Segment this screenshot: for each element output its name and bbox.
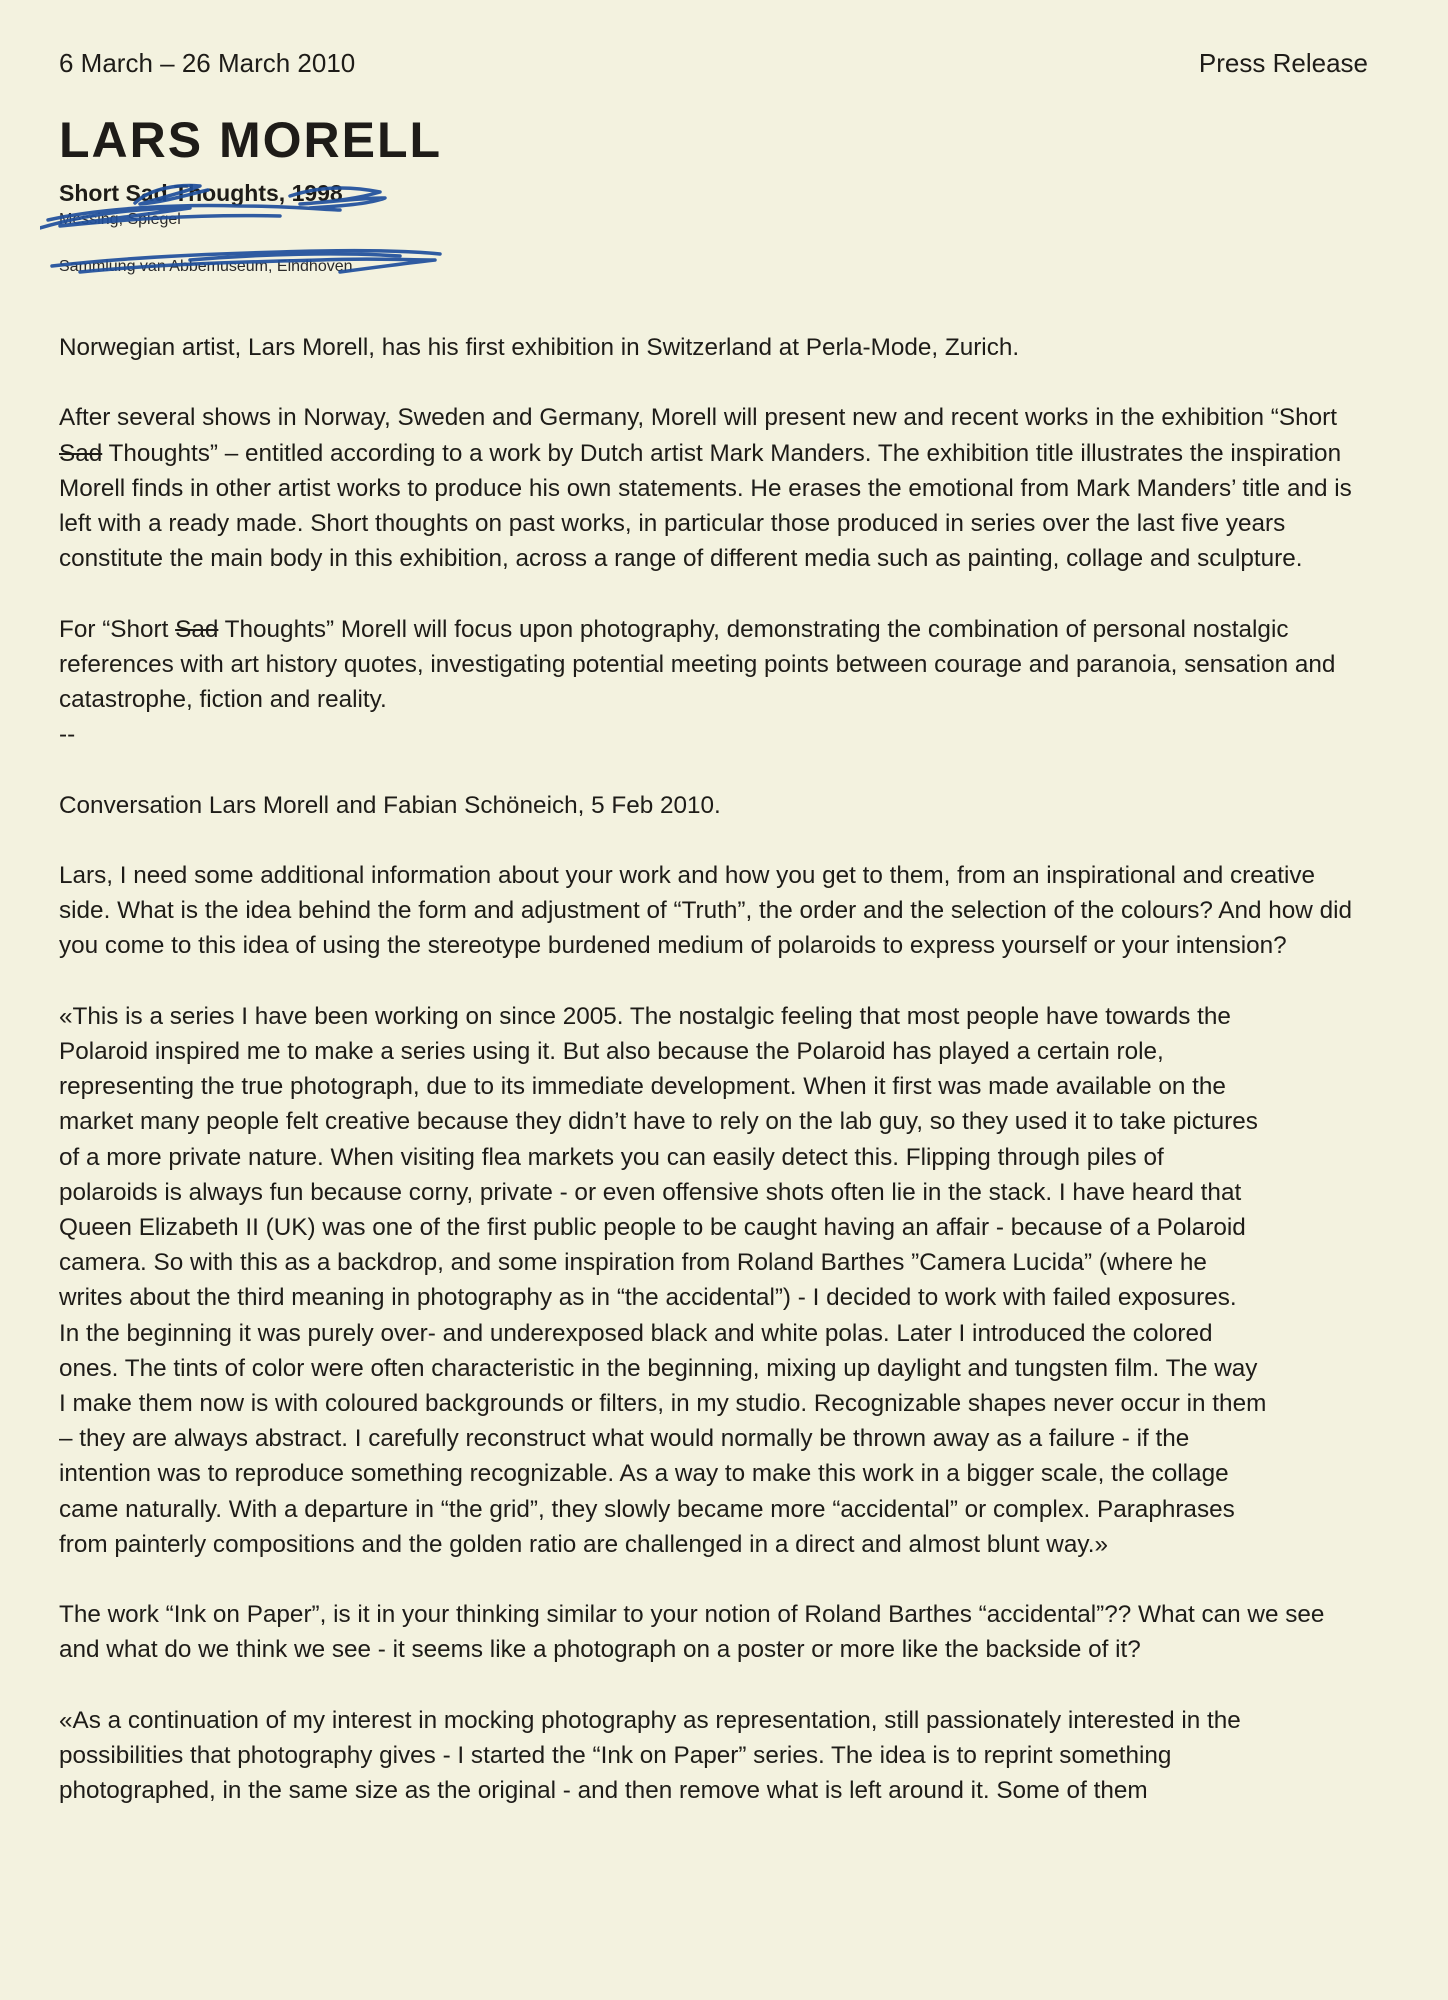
artist-name: LARS MORELL [59,112,443,168]
answer-1a: «This is a series I have been working on since 2005. The nostalgic feeling that most people have towards the Polaroid inspired me to make a series using it. But also because the Polaroid has played a certain role, representing the true photograph, due to its immediate development. When it first was made available on the market many people felt creative because they didn’t have to rely on the lab guy, so they used it to take pictures of a more private nature. When visiting flea markets you can easily detect this. Flipping through piles of polaroids is always fun because corny, private - or even offensive shots often lie in the stack. I have heard that Queen Elizabeth II (UK) was one of the first public people to be caught having an affair - because of a Polaroid camera. So with this as a backdrop, and some inspiration from Roland Barthes ”Camera Lucida” (where he writes about the third meaning in photography as in “the accidental”) - I decided to work with failed exposures. [59,1002,1258,1312]
question-2: The work “Ink on Paper”, is it in your thinking similar to your notion of Roland Barthes “accidental”?? What can we see and what do we think we see - it seems like a photograph on a poster or more like the backside of it? [59,1601,1325,1664]
paragraph-photography: For “Short Sad Thoughts” Morell will focus upon photography, demonstrating the combination of personal nostalgic references with art history quotes, investigating potential meeting points between courage and paranoia, sensation and catastrophe, fiction and reality. [59,615,1336,713]
paragraph-intro: Norwegian artist, Lars Morell, has his first exhibition in Switzerland at Perla-Mode, Zurich. [59,334,1020,361]
press-release-body [59,330,1371,1844]
paragraph-exhibition: After several shows in Norway, Sweden and Germany, Morell will present new and recent works in the exhibition “Short Sad Thoughts” – entitled according to a work by Dutch artist Mark Manders. The exhibition title illustrates the inspiration Morell finds in other artist works to produce his own statements. He erases the emotional from Mark Manders’ title and is left with a ready made. Short thoughts on past works, in particular those produced in series over the last five years constitute the main body in this exhibition, across a range of different media such as painting, collage and sculpture. [59,404,1352,573]
question-1: Lars, I need some additional information about your work and how you get to them, from an inspirational and creative side. What is the idea behind the form and adjustment of “Truth”, the order and the selection of the colours? And how did you come to this idea of using the stereotype burdened medium of polaroids to express yourself or your intension? [59,861,1352,960]
work-material: Messing, Spiegel [59,211,181,228]
separator: -- [59,721,76,749]
struck-word: Sad [59,439,103,467]
document-type: Press Release [1198,48,1368,78]
work-collection: Sammlung van Abbemuseum, Eindhoven [59,258,353,275]
work-title: Short Sad Thoughts, 1998 [59,180,343,206]
struck-word: Sad [125,180,168,206]
exhibition-dates: 6 March – 26 March 2010 [59,48,356,78]
struck-word: Sad [175,615,219,643]
work-year: 1998 [291,180,343,206]
conversation-heading: Conversation Lars Morell and Fabian Schöneich, 5 Feb 2010. [59,791,721,819]
page-header [59,46,1368,80]
answer-2: «As a continuation of my interest in mocking photography as representation, still passionately interested in the possibilities that photography gives - I started the “Ink on Paper” series. The idea is to reprint something photographed, in the same size as the original - and then remove what is left around it. Some of them [59,1706,1241,1805]
answer-1b: In the beginning it was purely over- and underexposed black and white polas. Later I introduced the colored ones. The tints of color were often characteristic in the beginning, mixing up daylight and tungsten film. The way I make them now is with coloured backgrounds or filters, in my studio. Recognizable shapes never occur in them – they are always abstract. I carefully reconstruct what would normally be thrown away as a failure - if the intention was to reproduce something recognizable. As a way to make this work in a bigger scale, the collage came naturally. With a departure in “the grid”, they slowly became more “accidental” or complex. Paraphrases from painterly compositions and the golden ratio are challenged in a direct and almost blunt way.» [59,1319,1267,1558]
